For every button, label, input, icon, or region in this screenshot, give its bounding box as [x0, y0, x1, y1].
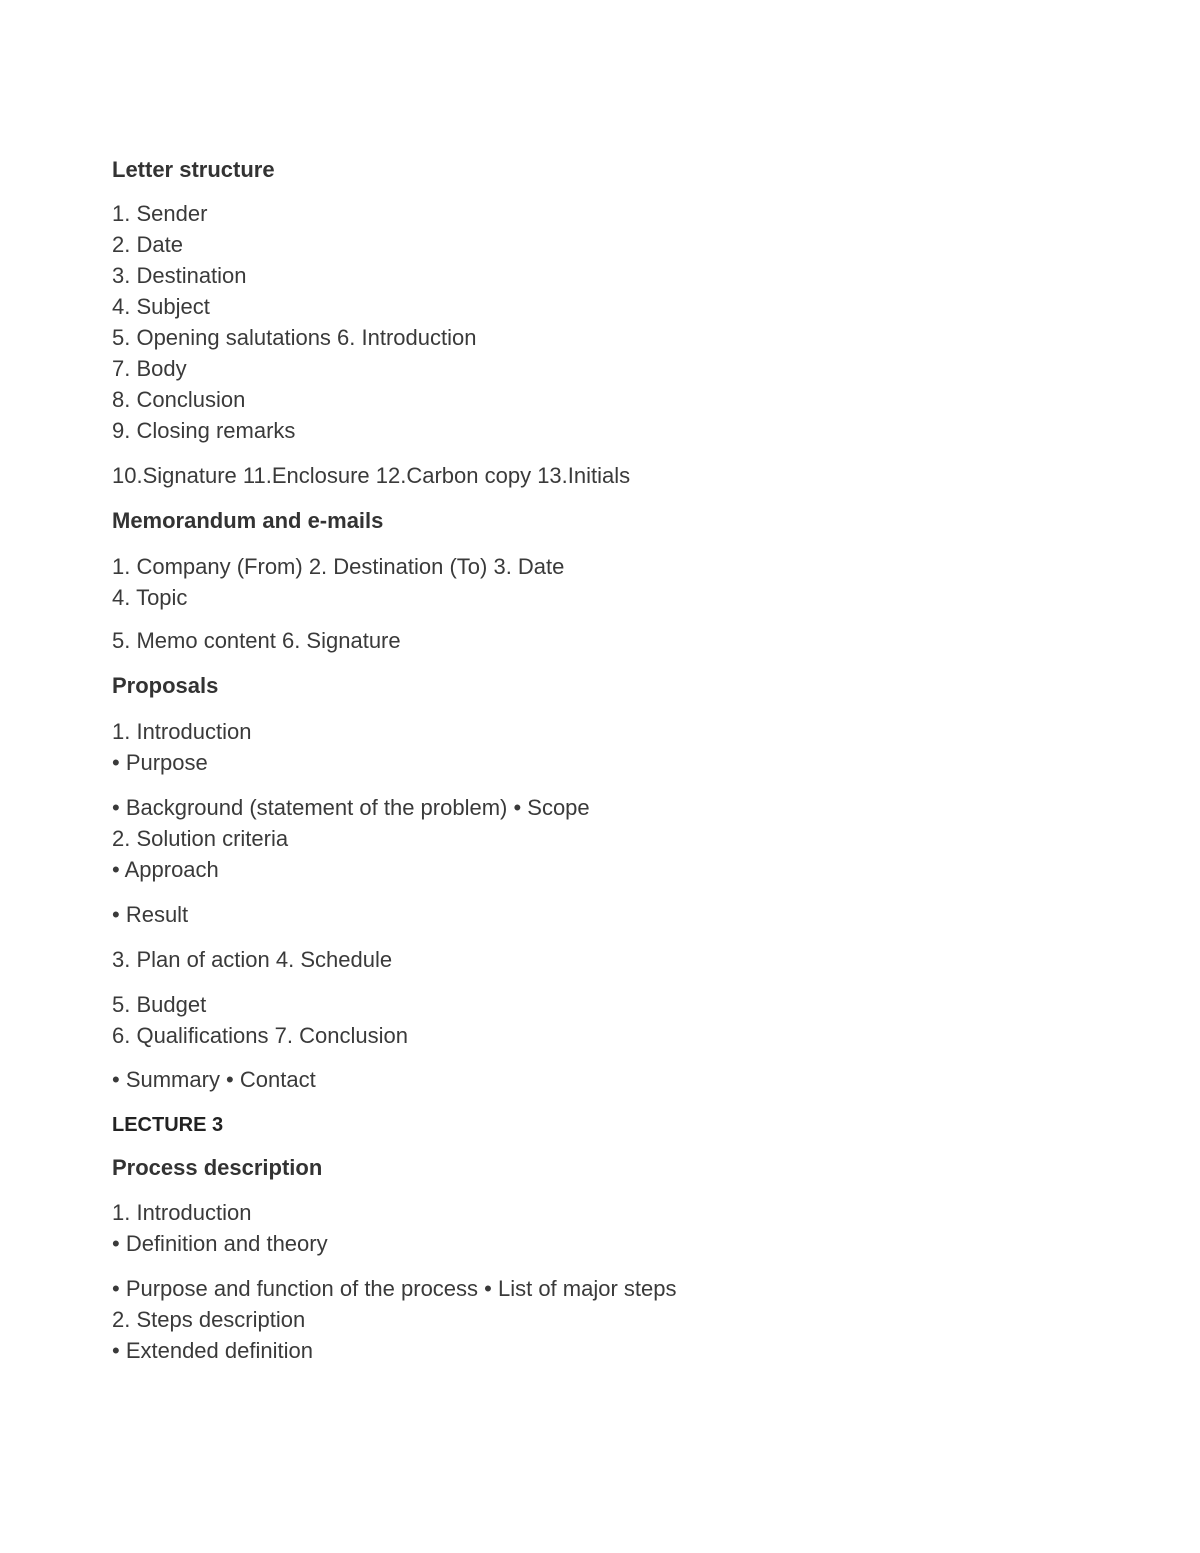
list-item: 4. Subject	[112, 294, 210, 319]
list-item: • Extended definition	[112, 1338, 313, 1363]
section-heading-process-description: Process description	[112, 1155, 323, 1180]
list-item: 3. Destination	[112, 263, 247, 288]
list-item: 6. Qualifications 7. Conclusion	[112, 1023, 408, 1048]
section-heading-memorandum: Memorandum and e-mails	[112, 508, 384, 533]
list-item: 7. Body	[112, 356, 187, 381]
list-item: 10.Signature 11.Enclosure 12.Carbon copy 13.Initials	[112, 463, 631, 488]
lecture-heading: LECTURE 3	[112, 1114, 224, 1136]
section-heading-letter-structure: Letter structure	[112, 157, 275, 182]
list-item: 5. Opening salutations 6. Introduction	[112, 325, 477, 350]
list-item: 4. Topic	[112, 585, 188, 610]
list-item: • Definition and theory	[112, 1231, 328, 1256]
list-item: 1. Introduction	[112, 719, 252, 744]
section-heading-proposals: Proposals	[112, 673, 219, 698]
list-item: 2. Steps description	[112, 1307, 306, 1332]
list-item: 1. Introduction	[112, 1200, 252, 1225]
list-item: 2. Solution criteria	[112, 826, 289, 851]
list-item: 1. Sender	[112, 201, 208, 226]
list-item: • Purpose	[112, 750, 208, 775]
list-item: 5. Budget	[112, 992, 207, 1017]
list-item: 1. Company (From) 2. Destination (To) 3. Date	[112, 554, 565, 579]
list-item: • Approach	[112, 857, 219, 882]
list-item: • Result	[112, 902, 189, 927]
list-item: • Purpose and function of the process • List of major steps	[112, 1276, 677, 1301]
list-item: • Summary • Contact	[112, 1067, 316, 1092]
list-item: 8. Conclusion	[112, 387, 246, 412]
list-item: 9. Closing remarks	[112, 418, 296, 443]
list-item: • Background (statement of the problem) • Scope	[112, 795, 590, 820]
list-item: 2. Date	[112, 232, 183, 257]
list-item: 3. Plan of action 4. Schedule	[112, 947, 393, 972]
list-item: 5. Memo content 6. Signature	[112, 628, 401, 653]
